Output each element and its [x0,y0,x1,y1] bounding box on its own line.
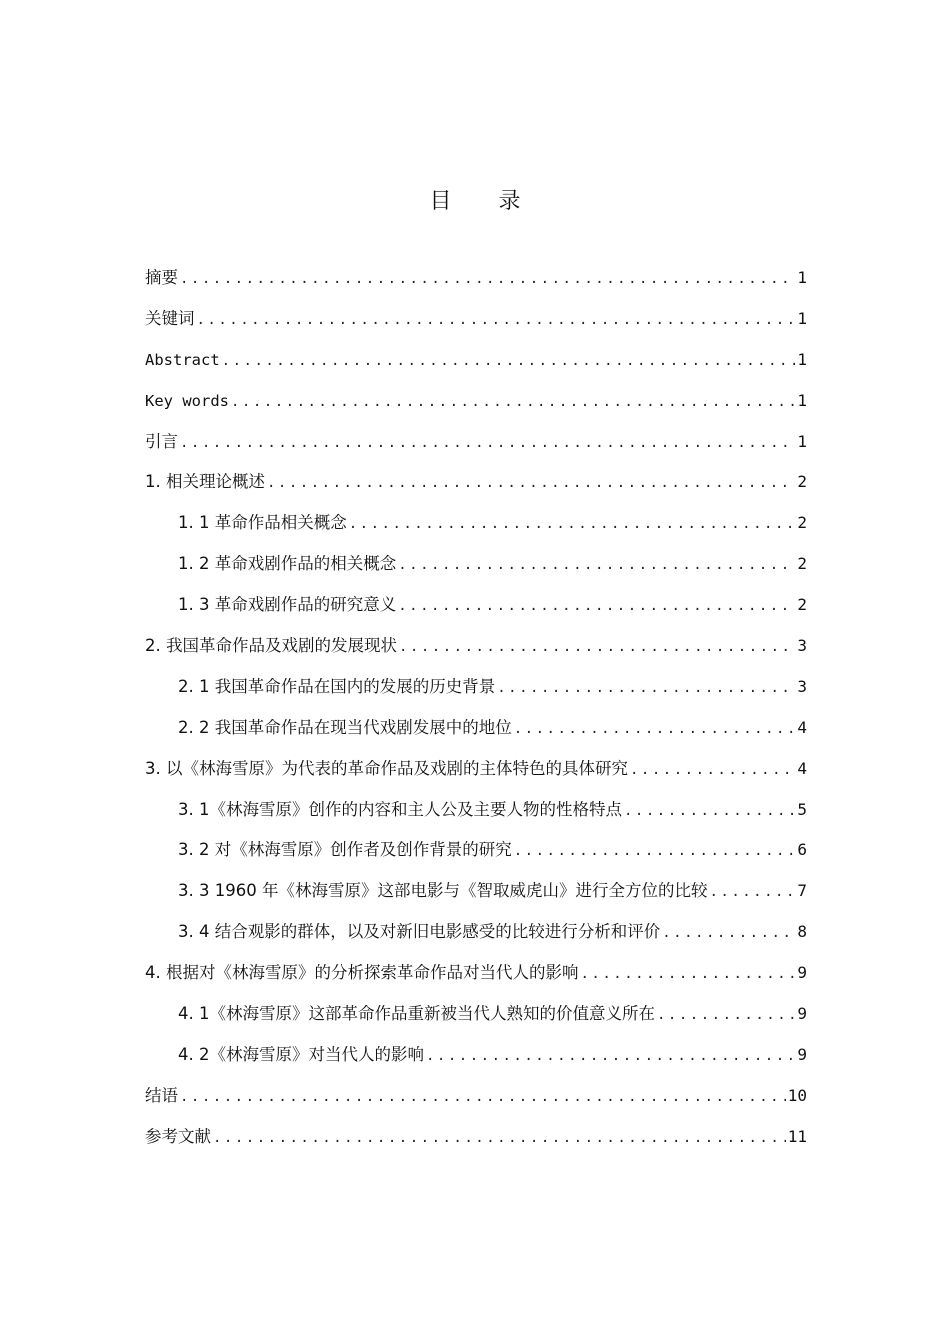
toc-entry-page: 4 [797,717,807,737]
toc-entry-label: 摘要 [145,268,178,287]
table-of-contents [145,258,807,1158]
toc-entry-label: 3. 3 1960 年《林海雪原》这部电影与《智取威虎山》进行全方位的比较 [178,881,708,901]
toc-entry-label: 1. 1 革命作品相关概念 [178,513,347,533]
toc-entry-page: 10 [787,1085,807,1105]
toc-entry-keywords-cn [145,299,807,340]
toc-entry-section-4-2 [145,1035,807,1076]
toc-entry-page: 7 [797,881,807,901]
toc-entry-label: 1. 3 革命戏剧作品的研究意义 [178,595,397,615]
toc-entry-label: 参考文献 [145,1126,211,1146]
toc-entry-label: Abstract [145,350,220,369]
toc-entry-page: 4 [797,758,807,778]
dot-leader [222,341,796,381]
toc-entry-page: 9 [797,1044,807,1064]
toc-entry-label: 4. 1《林海雪原》这部革命作品重新被当代人熟知的价值意义所在 [178,1004,655,1024]
dot-leader [197,300,796,340]
dot-leader [398,545,795,585]
toc-entry-label: 3. 以《林海雪原》为代表的革命作品及戏剧的主体特色的具体研究 [145,758,628,778]
toc-entry-conclusion [145,1076,807,1117]
dot-leader [630,750,795,790]
toc-entry-label: 3. 4 结合观影的群体，以及对新旧电影感受的比较进行分析和评价 [178,922,661,942]
toc-entry-introduction [145,422,807,463]
toc-entry-abstract-cn [145,258,807,299]
dot-leader [581,954,796,994]
dot-leader [180,259,795,299]
dot-leader [709,872,795,912]
toc-entry-abstract-en [145,340,807,381]
toc-entry-section-3-3 [145,871,807,912]
dot-leader [662,913,795,953]
toc-entry-page: 2 [797,513,807,533]
toc-entry-page: 3 [797,676,807,696]
toc-entry-page: 1 [797,308,807,328]
toc-entry-section-1-3 [145,585,807,626]
toc-entry-label: 1. 相关理论概述 [145,472,265,492]
dot-leader [399,627,795,667]
toc-entry-label: 2. 我国革命作品及戏剧的发展现状 [145,636,397,656]
dot-leader [514,831,796,871]
toc-entry-section-3 [145,749,807,790]
toc-entry-keywords-en [145,381,807,422]
toc-entry-section-2-1 [145,667,807,708]
toc-entry-label: 关键词 [145,308,195,328]
toc-entry-section-1-2 [145,544,807,585]
toc-entry-section-2 [145,626,807,667]
toc-title: 目 录 [429,189,541,214]
toc-entry-page: 2 [797,595,807,615]
toc-entry-page: 2 [797,472,807,492]
dot-leader [349,504,796,544]
toc-entry-label: 引言 [145,431,178,451]
dot-leader [213,1118,786,1158]
dot-leader [231,382,795,422]
toc-entry-page: 8 [797,922,807,942]
toc-entry-label: 2. 2 我国革命作品在现当代戏剧发展中的地位 [178,717,512,737]
dot-leader [267,463,795,503]
dot-leader [180,423,795,463]
toc-entry-page: 1 [797,349,807,369]
dot-leader [624,791,795,831]
toc-entry-label: 4. 2《林海雪原》对当代人的影响 [178,1044,424,1064]
toc-entry-label: 2. 1 我国革命作品在国内的发展的历史背景 [178,676,496,696]
dot-leader [180,1077,786,1117]
toc-entry-page: 1 [797,268,807,287]
toc-entry-section-4-1 [145,994,807,1035]
toc-entry-section-1 [145,462,807,503]
dot-leader [497,668,795,708]
toc-entry-references [145,1117,807,1158]
toc-entry-label: 结语 [145,1085,178,1105]
dot-leader [426,1036,795,1076]
toc-entry-page: 5 [797,799,807,819]
toc-entry-section-4 [145,953,807,994]
toc-entry-label: Key words [145,391,229,410]
toc-entry-label: 1. 2 革命戏剧作品的相关概念 [178,554,397,574]
toc-entry-section-3-2 [145,830,807,871]
toc-entry-page: 11 [787,1126,807,1146]
toc-entry-section-1-1 [145,503,807,544]
dot-leader [398,586,795,626]
toc-entry-section-3-1 [145,790,807,831]
toc-entry-label: 3. 1《林海雪原》创作的内容和主人公及主要人物的性格特点 [178,799,622,819]
toc-entry-page: 3 [797,636,807,656]
toc-entry-label: 4. 根据对《林海雪原》的分析探索革命作品对当代人的影响 [145,963,579,983]
toc-entry-section-3-4 [145,912,807,953]
toc-entry-page: 1 [797,431,807,451]
toc-entry-page: 6 [797,840,807,860]
toc-entry-page: 1 [797,390,807,410]
dot-leader [514,709,796,749]
toc-entry-page: 2 [797,554,807,574]
toc-entry-page: 9 [797,963,807,983]
toc-entry-section-2-2 [145,708,807,749]
toc-entry-page: 9 [797,1004,807,1024]
toc-entry-label: 3. 2 对《林海雪原》创作者及创作背景的研究 [178,840,512,860]
dot-leader [657,995,795,1035]
